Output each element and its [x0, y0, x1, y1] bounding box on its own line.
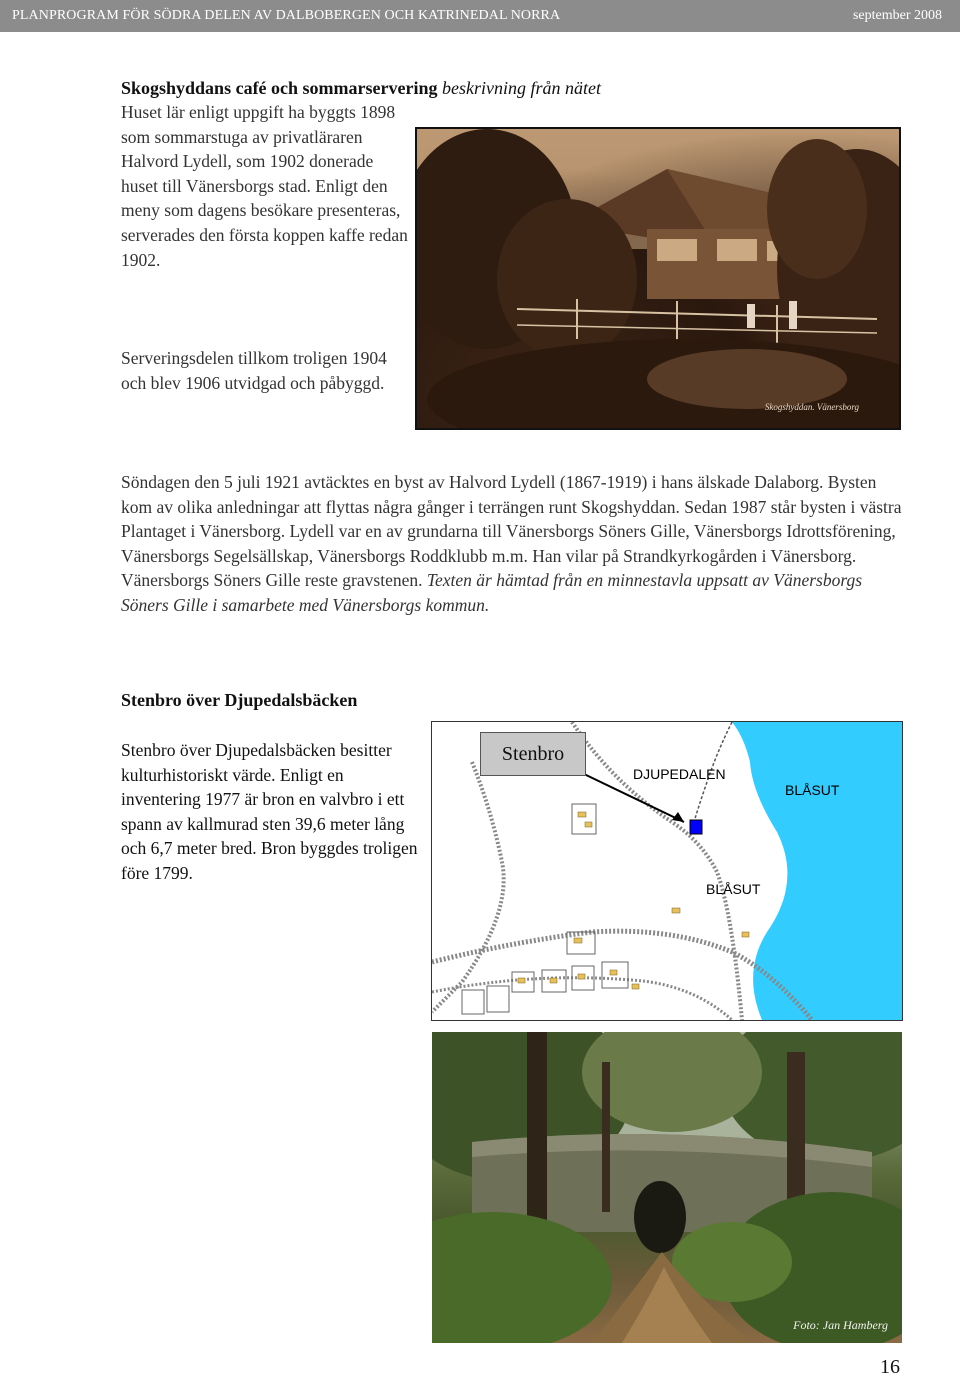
section1-paragraph-3 [121, 470, 911, 618]
photo-credit: Foto: Jan Hamberg [793, 1318, 888, 1332]
source-note: Texten är hämtad från en minnestavla uppsatt av Vänersborgs Söners Gille i samarbete med Vänersborgs kommun. [121, 570, 863, 615]
page-number: 16 [880, 1356, 900, 1378]
historic-photo-skogshyddan [415, 127, 901, 430]
location-map [431, 721, 903, 1021]
section2-title: Stenbro över Djupedalsbäcken [121, 690, 358, 710]
map-label-blasut-water: BLÅSUT [785, 782, 840, 798]
header-title: PLANPROGRAM FÖR SÖDRA DELEN AV DALBOBERGEN OCH KATRINEDAL NORRA [12, 8, 561, 23]
section1-title-suffix: beskrivning från nätet [442, 78, 601, 98]
section1-title: Skogshyddans café och sommarservering [121, 78, 438, 98]
bridge-photo-drawing [432, 1032, 902, 1343]
map-label-djupedalen: DJUPEDALEN [633, 766, 726, 782]
section1-paragraph-2: Serveringsdelen tillkom troligen 1904 och blev 1906 utvidgad och påbyggd. [121, 348, 387, 393]
bust-history-text: Söndagen den 5 juli 1921 avtäcktes en byst av Halvord Lydell (1867-1919) i hans älskade Dalaborg. Bysten kom av olika anledningar att flyttas några gånger i terrängen runt Skogshyddan. Sedan 1987 står bysten i västra Plantaget i Vänersborg. Lydell var en av grundarna till Vänersborgs Söners Gille, Vänersborgs Idrottsförening, Vänersborgs Segelsällskap, Vänersborgs Roddklubb m.m. Han vilar på Strandkyrkogården i Vänersborg. Vänersborgs Söners Gille reste gravstenen. [121, 472, 902, 591]
section2-paragraph: Stenbro över Djupedalsbäcken besitter kulturhistoriskt värde. Enligt en inventering 1977 är bron en valvbro i ett spann av kallmurad sten 39,6 meter lång och 6,7 meter bred. Bron byggdes troligen före 1799. [121, 740, 418, 883]
historic-photo-caption: Skogshyddan. Vänersborg [764, 402, 859, 412]
header-date: september 2008 [852, 8, 942, 23]
page-header [0, 0, 960, 32]
bridge-photo [432, 1032, 902, 1343]
map-label-blasut-land: BLÅSUT [706, 881, 761, 897]
historic-photo-drawing [417, 129, 899, 428]
section1-heading [121, 78, 601, 99]
map-callout-stenbro: Stenbro [480, 732, 586, 776]
section1-paragraph-1: Huset lär enligt uppgift ha byggts 1898 som sommarstuga av privatläraren Halvord Lydell, som 1902 donerade huset till Vänersborgs stad. Enligt den meny som dagens besökare presenteras, serverades den första koppen kaffe redan 1902. [121, 102, 408, 270]
